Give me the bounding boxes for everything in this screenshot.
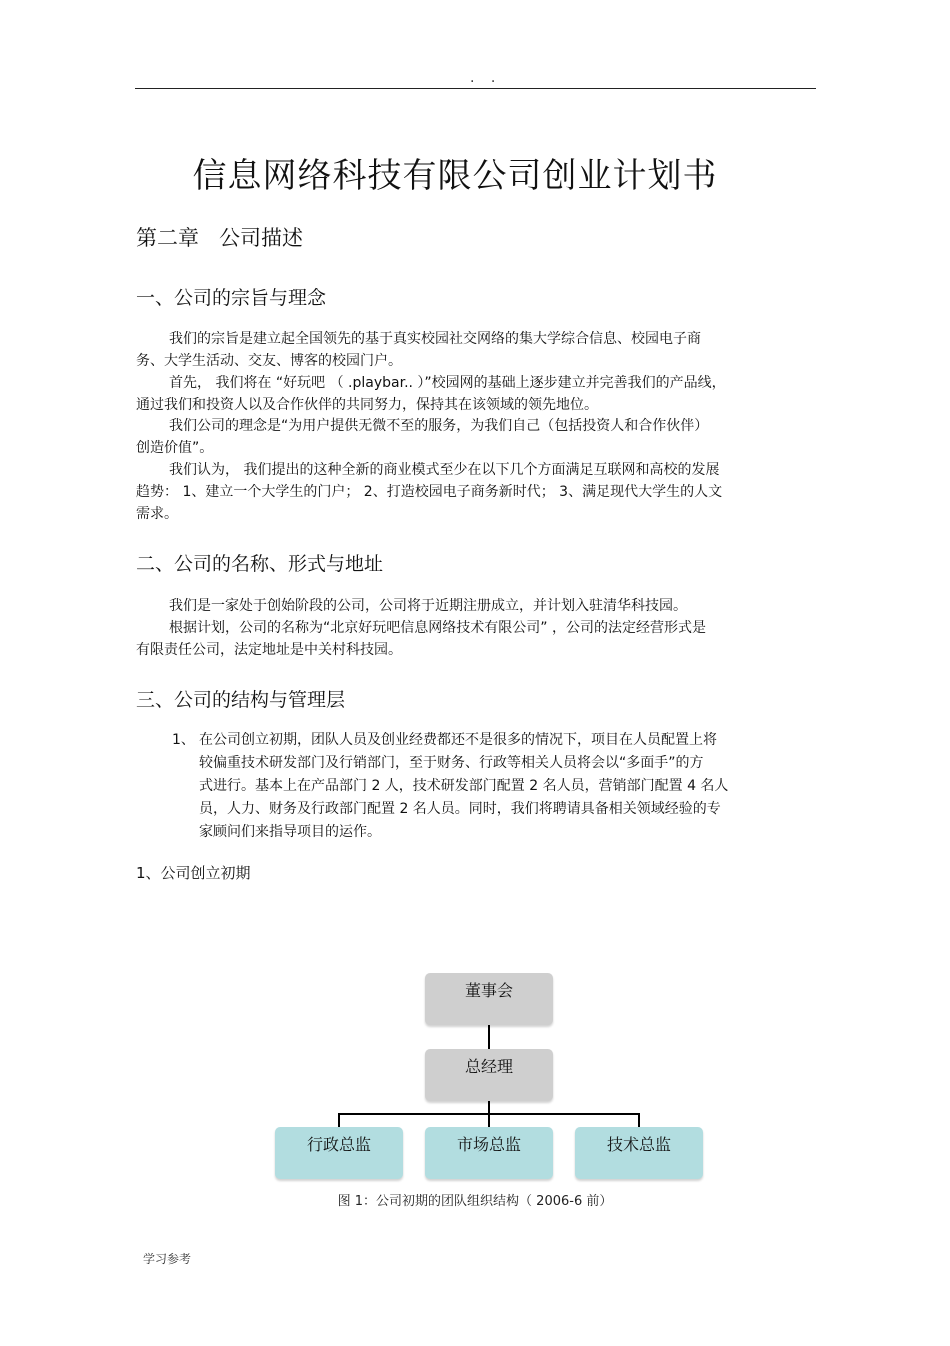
paragraph-line: 首先， 我们将在 “好玩吧 （ .playbar.. ）”校园网的基础上逐步建立并完善我们的产品线， xyxy=(169,375,726,391)
paragraph-philosophy xyxy=(136,415,816,459)
paragraph-company-name xyxy=(136,617,816,661)
org-node-gm: 总经理 xyxy=(425,1049,553,1101)
document-title: 信息网络科技有限公司创业计划书 xyxy=(192,156,718,196)
paragraph-line: 我们认为， 我们提出的这种全新的商业模式至少在以下几个方面满足互联网和高校的发展 xyxy=(169,462,720,478)
section-heading-3: 三、公司的结构与管理层 xyxy=(136,689,346,711)
header-dots: . . xyxy=(470,70,502,86)
paragraph-line: 我们是一家处于创始阶段的公司，公司将于近期注册成立，并计划入驻清华科技园。 xyxy=(169,598,687,614)
list-line: 家顾问们来指导项目的运作。 xyxy=(199,824,381,840)
paragraph-firstly xyxy=(136,372,816,416)
org-connector xyxy=(338,1113,340,1128)
chapter-name: 公司描述 xyxy=(219,226,303,250)
org-node-tech: 技术总监 xyxy=(575,1127,703,1179)
org-node-marketing: 市场总监 xyxy=(425,1127,553,1179)
chapter-number: 第二章 xyxy=(136,226,199,250)
paragraph-line: 趋势： 1、建立一个大学生的门户； 2、打造校园电子商务新时代； 3、满足现代大学生的人文 xyxy=(136,484,723,500)
section-heading-1: 一、公司的宗旨与理念 xyxy=(136,287,327,309)
paragraph-purpose xyxy=(136,328,816,372)
paragraph-line: 我们公司的理念是“为用户提供无微不至的服务，为我们自己（包括投资人和合作伙伴） xyxy=(169,418,709,434)
paragraph-line: 根据计划，公司的名称为“北京好玩吧信息网络技术有限公司” ，公司的法定经营形式是 xyxy=(169,620,706,636)
paragraph-line: 务、大学生活动、交友、博客的校园门户。 xyxy=(136,353,402,369)
org-node-admin: 行政总监 xyxy=(275,1127,403,1179)
org-connector xyxy=(638,1113,640,1128)
paragraph-company-stage xyxy=(136,595,816,617)
figure-caption: 图 1：公司初期的团队组织结构（ 2006-6 前） xyxy=(337,1194,613,1209)
list-number: 1、 xyxy=(172,732,195,748)
chapter-heading xyxy=(136,222,303,252)
paragraph-line: 通过我们和投资人以及合作伙伴的共同努力，保持其在该领域的领先地位。 xyxy=(136,397,598,413)
paragraph-line: 创造价值”。 xyxy=(136,440,214,456)
list-item xyxy=(172,729,817,844)
list-line: 较偏重技术研发部门及行销部门，至于财务、行政等相关人员将会以“多面手”的方 xyxy=(199,755,704,771)
paragraph-line: 有限责任公司，法定地址是中关村科技园。 xyxy=(136,642,402,658)
header-rule xyxy=(135,88,816,89)
paragraph-trends xyxy=(136,459,816,525)
list-line: 式进行。基本上在产品部门 2 人，技术研发部门配置 2 名人员，营销部门配置 4 名人 xyxy=(199,778,729,794)
org-connector xyxy=(488,1025,490,1049)
paragraph-line: 我们的宗旨是建立起全国领先的基于真实校园社交网络的集大学综合信息、校园电子商 xyxy=(169,331,701,347)
page-footer: 学习参考 xyxy=(143,1252,192,1266)
org-node-board: 董事会 xyxy=(425,973,553,1025)
list-line: 员，人力、财务及行政部门配置 2 名人员。同时，我们将聘请具备相关领域经验的专 xyxy=(199,801,721,817)
subheading-initial-stage: 1、公司创立初期 xyxy=(136,864,251,882)
list-line: 在公司创立初期，团队人员及创业经费都还不是很多的情况下，项目在人员配置上将 xyxy=(199,732,717,748)
section-heading-2: 二、公司的名称、形式与地址 xyxy=(136,553,384,575)
org-connector xyxy=(488,1113,490,1128)
paragraph-line: 需求。 xyxy=(136,506,178,522)
